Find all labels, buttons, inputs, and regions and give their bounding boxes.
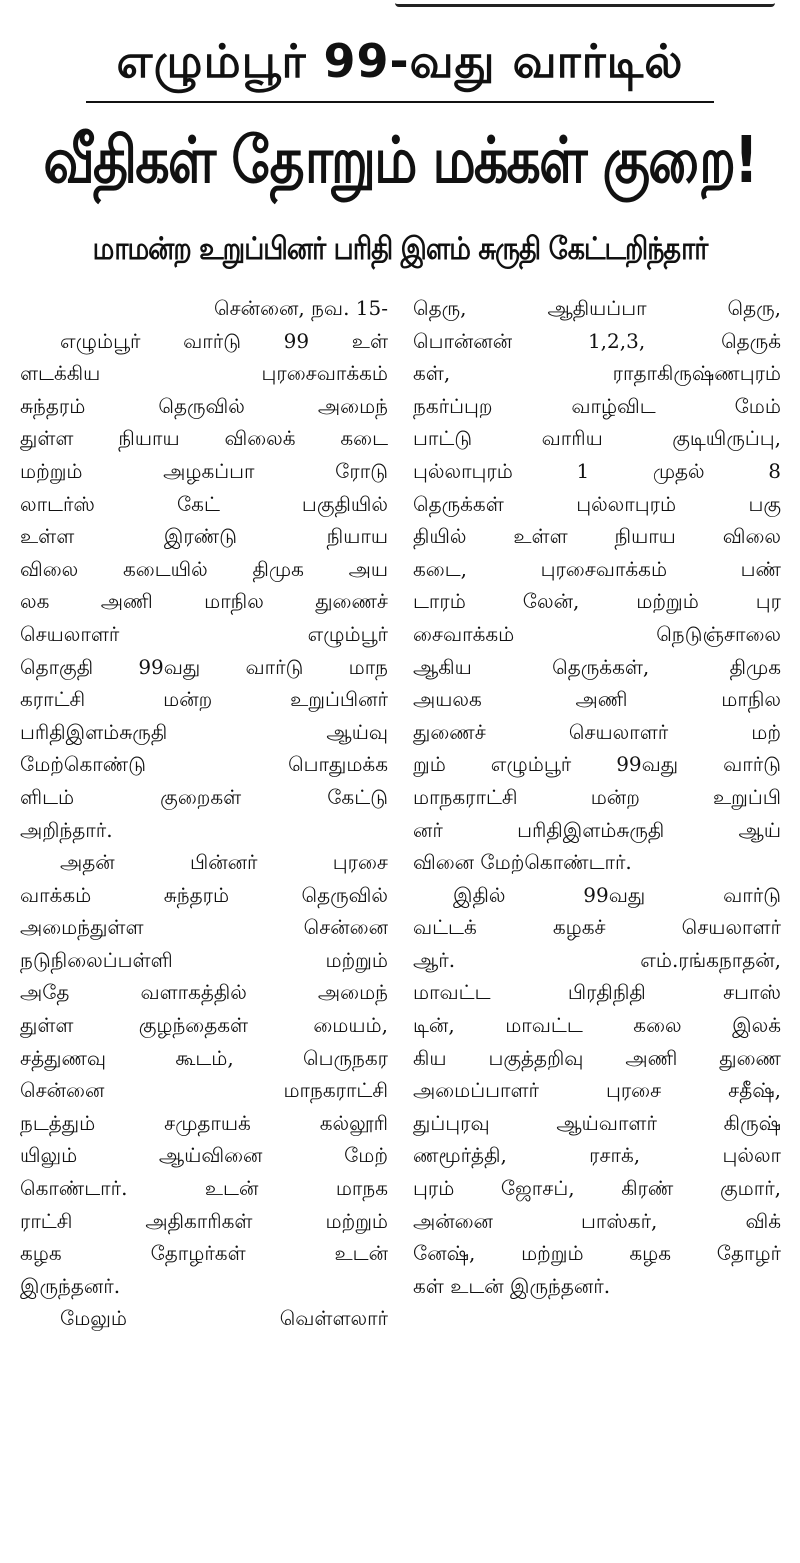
- article-line: ஆகிய தெருக்கள், திமுக: [413, 654, 781, 679]
- article-line: ராட்சி அதிகாரிகள் மற்றும்: [20, 1208, 388, 1233]
- article-line: நடத்தும் சமுதாயக் கல்லூரி: [20, 1110, 388, 1135]
- dateline: சென்னை, நவ. 15-: [214, 296, 388, 320]
- article-line: இருந்தனர்.: [20, 1273, 121, 1298]
- article-line: மற்றும் அழகப்பா ரோடு: [20, 458, 388, 483]
- article-line: மேற்கொண்டு பொதுமக்க: [20, 752, 388, 777]
- article-line: லக அணி மாநில துணைச்: [20, 589, 388, 614]
- article-line: தெரு, ஆதியப்பா தெரு,: [413, 296, 781, 320]
- subheadline: மாமன்ற உறுப்பினர் பரிதி இளம் சுருதி கேட்டறிந்தார்: [92, 231, 708, 268]
- article-line: அறிந்தார்.: [20, 817, 113, 842]
- article-line: விலை கடையில் திமுக அய: [20, 556, 388, 581]
- article-line: அதன் பின்னர் புரசை: [60, 850, 388, 875]
- article-line: அமைப்பாளர் புரசை சதீஷ்,: [413, 1078, 781, 1103]
- article-line: செயலாளர் எழும்பூர்: [20, 621, 388, 646]
- previous-article-fragment: [0, 0, 800, 10]
- article-line: புல்லாபுரம் 1 முதல் 8: [413, 458, 781, 483]
- article-line: கராட்சி மன்ற உறுப்பினர்: [20, 687, 388, 712]
- article-line: பரிதிஇளம்சுருதி ஆய்வு: [20, 719, 388, 744]
- article-line: மேலும் வெள்ளலார்: [60, 1306, 388, 1331]
- kicker-headline: எழும்பூர் 99-வது வார்டில்: [116, 34, 684, 88]
- article-line: றும் எழும்பூர் 99வது வார்டு: [413, 752, 781, 777]
- article-line: அயலக அணி மாநில: [413, 687, 781, 712]
- article-column-right: [413, 292, 781, 1302]
- article-line: மாவட்ட பிரதிநிதி சபாஸ்: [413, 980, 781, 1005]
- article-line: கொண்டார். உடன் மாநக: [20, 1176, 388, 1201]
- article-line: சைவாக்கம் நெடுஞ்சாலை: [413, 621, 781, 646]
- article-line: கழக தோழர்கள் உடன்: [20, 1241, 388, 1266]
- article-line: வினை மேற்கொண்டார்.: [413, 850, 632, 875]
- article-line: பொன்னன் 1,2,3, தெருக்: [413, 328, 781, 353]
- article-line: நடுநிலைப்பள்ளி மற்றும்: [20, 947, 388, 972]
- article-line: ளிடம் குறைகள் கேட்டு: [20, 784, 388, 809]
- article-line: ணமூர்த்தி, ரசாக், புல்லா: [413, 1143, 781, 1168]
- article-line: சென்னை மாநகராட்சி: [20, 1078, 388, 1103]
- article-line: வட்டக் கழகச் செயலாளர்: [413, 915, 781, 940]
- article-line: கடை, புரசைவாக்கம் பண்: [413, 556, 781, 581]
- article-line: அன்னை பாஸ்கர், விக்: [413, 1208, 781, 1233]
- article-line: தெருக்கள் புல்லாபுரம் பகு: [413, 491, 781, 516]
- article-line: னேஷ், மற்றும் கழக தோழர்: [413, 1241, 781, 1266]
- article-line: யிலும் ஆய்வினை மேற்: [20, 1143, 388, 1168]
- article-line: உள்ள இரண்டு நியாய: [20, 524, 388, 549]
- article-line: பாட்டு வாரிய குடியிருப்பு,: [413, 426, 781, 451]
- article-line: லாடர்ஸ் கேட் பகுதியில்: [20, 491, 388, 516]
- article-column-left: [20, 292, 388, 1335]
- article-line: எழும்பூர் வார்டு 99 உள்: [60, 328, 388, 353]
- article-line: னர் பரிதிஇளம்சுருதி ஆய்: [413, 817, 781, 842]
- article-line: துப்புரவு ஆய்வாளர் கிருஷ்: [413, 1110, 781, 1135]
- article-line: அமைந்துள்ள சென்னை: [20, 915, 388, 940]
- article-line: நகர்ப்புற வாழ்விட மேம்: [413, 393, 781, 418]
- article-line: துள்ள நியாய விலைக் கடை: [20, 426, 388, 451]
- article-line: இதில் 99வது வார்டு: [453, 882, 781, 907]
- article-line: கிய பகுத்தறிவு அணி துணை: [413, 1045, 781, 1070]
- article-line: டாரம் லேன், மற்றும் புர: [413, 589, 781, 614]
- main-headline: வீதிகள் தோறும் மக்கள் குறை!: [43, 123, 757, 198]
- article-line: வாக்கம் சுந்தரம் தெருவில்: [20, 882, 388, 907]
- article-line: கள் உடன் இருந்தனர்.: [413, 1273, 611, 1298]
- article-line: தொகுதி 99வது வார்டு மாந: [20, 654, 388, 679]
- article-line: ளடக்கிய புரசைவாக்கம்: [20, 361, 388, 386]
- article-line: மாநகராட்சி மன்ற உறுப்பி: [413, 784, 781, 809]
- article-line: ஆர். எம்.ரங்கநாதன்,: [413, 947, 781, 972]
- article-line: சத்துணவு கூடம், பெருநகர: [20, 1045, 388, 1070]
- article-line: டின், மாவட்ட கலை இலக்: [413, 1013, 781, 1038]
- article-line: துள்ள குழந்தைகள் மையம்,: [20, 1013, 388, 1038]
- article-line: அதே வளாகத்தில் அமைந்: [20, 980, 388, 1005]
- article-line: புரம் ஜோசப், கிரண் குமார்,: [413, 1176, 781, 1201]
- article-line: தியில் உள்ள நியாய விலை: [413, 524, 781, 549]
- article-line: கள், ராதாகிருஷ்ணபுரம்: [413, 361, 781, 386]
- article-line: சுந்தரம் தெருவில் அமைந்: [20, 393, 388, 418]
- article-line: துணைச் செயலாளர் மற்: [413, 719, 781, 744]
